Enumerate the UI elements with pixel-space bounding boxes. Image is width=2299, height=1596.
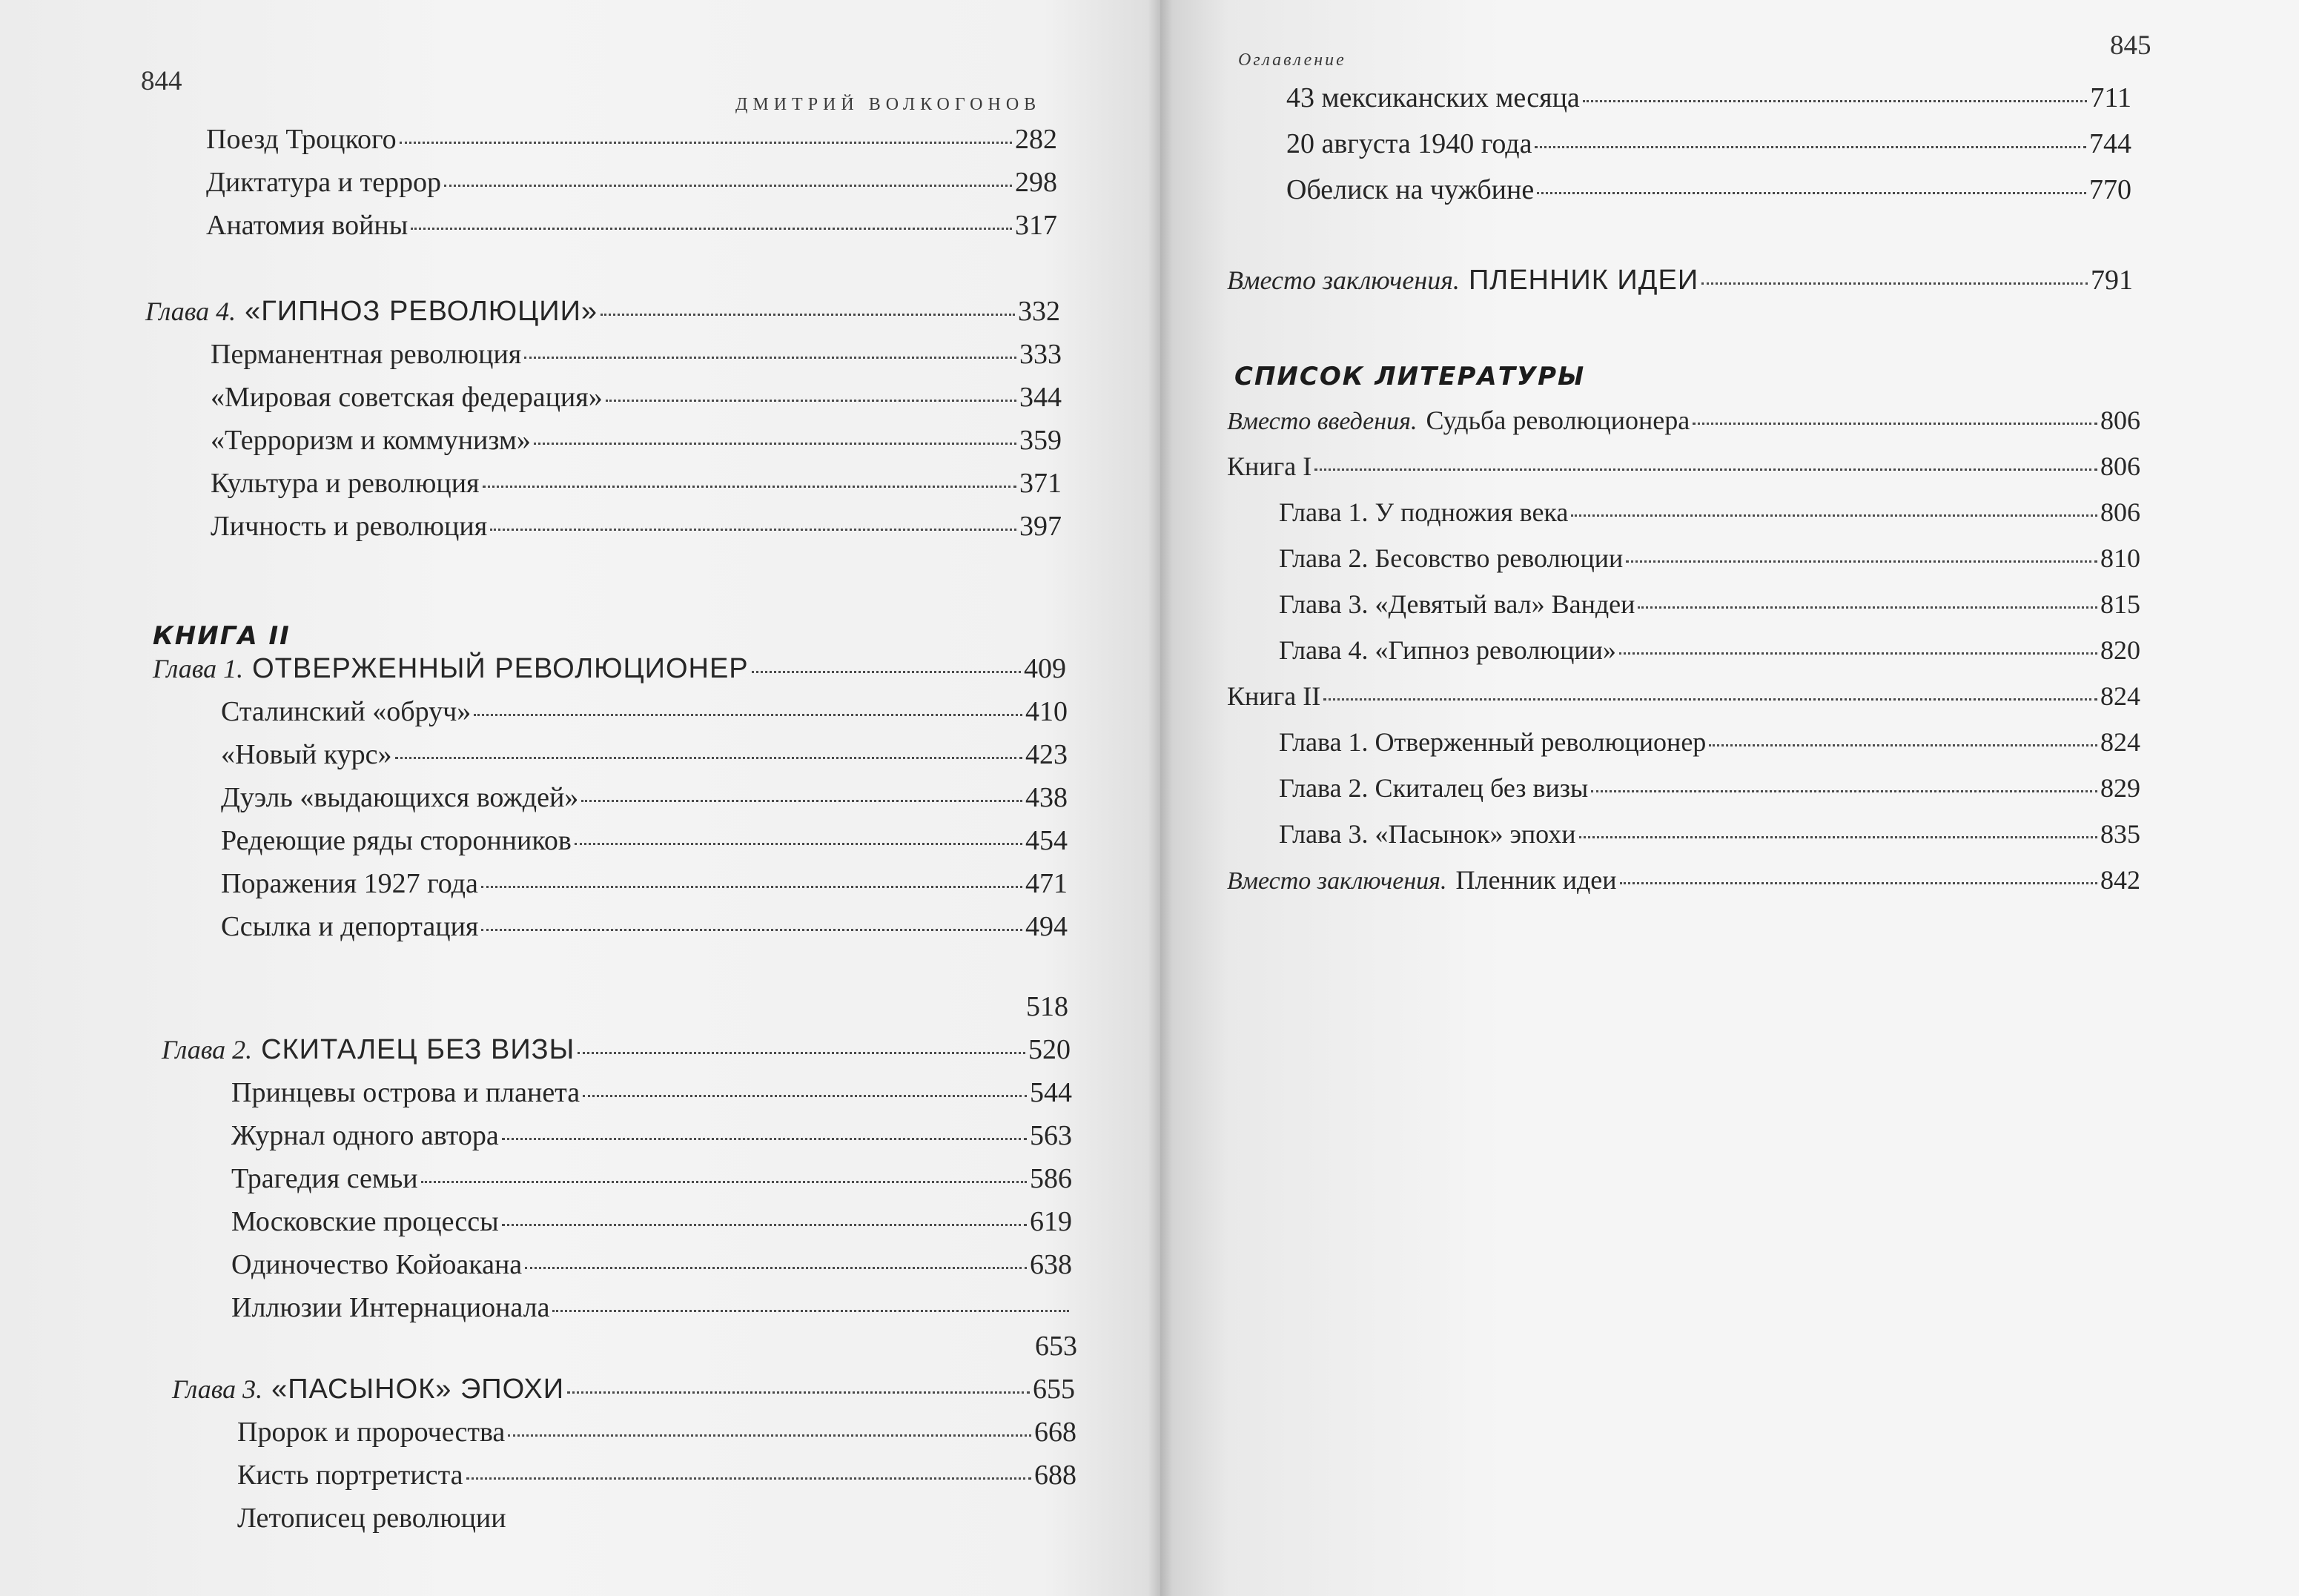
toc-entry-title: Летописец революции bbox=[237, 1503, 506, 1534]
entry-title: Книга I bbox=[1227, 451, 1312, 481]
toc-entry-page: 744 bbox=[2089, 128, 2131, 159]
toc-entry-page: 454 bbox=[1025, 825, 1068, 856]
toc-entry-page: 563 bbox=[1030, 1120, 1072, 1151]
toc-entry[interactable] bbox=[211, 381, 1062, 420]
bibliography-entry[interactable] bbox=[1279, 589, 2140, 627]
dot-leader bbox=[578, 1052, 1025, 1054]
bibliography-entry[interactable] bbox=[1279, 497, 2140, 535]
dot-leader bbox=[474, 714, 1022, 716]
orphan-page-number: 518 bbox=[1026, 991, 1068, 1022]
toc-entry-title: Сталинский «обруч» bbox=[221, 696, 472, 727]
entry-title: Глава 4. «Гипноз революции» bbox=[1279, 635, 1616, 665]
entry-page: 842 bbox=[2100, 865, 2140, 895]
conclusion-prefix: Вместо заключения. bbox=[1227, 265, 1460, 295]
dot-leader bbox=[411, 228, 1012, 230]
chapter-title: «ГИПНОЗ РЕВОЛЮЦИИ» bbox=[245, 296, 598, 327]
toc-entry-title: Трагедия семьи bbox=[231, 1163, 418, 1194]
chapter-entry[interactable] bbox=[153, 652, 1066, 691]
dot-leader bbox=[466, 1477, 1031, 1480]
toc-entry-title: Ссылка и депортация bbox=[221, 911, 479, 942]
toc-entry[interactable] bbox=[1286, 82, 2131, 120]
toc-entry-page: 438 bbox=[1025, 782, 1068, 813]
toc-entry-title: 20 августа 1940 года bbox=[1286, 128, 1532, 159]
dot-leader bbox=[601, 314, 1015, 316]
toc-entry[interactable] bbox=[211, 510, 1062, 549]
entry-page: 806 bbox=[2100, 405, 2140, 435]
toc-entry-title: Анатомия войны bbox=[206, 210, 408, 241]
dot-leader bbox=[1583, 100, 2088, 102]
toc-entry-title: «Новый курс» bbox=[221, 739, 392, 770]
dot-leader bbox=[1571, 514, 2097, 517]
dot-leader bbox=[583, 1095, 1027, 1097]
book-2-heading: КНИГА II bbox=[153, 621, 291, 651]
dot-leader bbox=[524, 357, 1016, 359]
orphan-page-number: 653 bbox=[1035, 1331, 1077, 1362]
toc-entry-title: Поезд Троцкого bbox=[206, 124, 397, 155]
entry-title: Книга II bbox=[1227, 681, 1321, 711]
entry-page: 835 bbox=[2100, 819, 2140, 849]
toc-entry-page: 688 bbox=[1034, 1460, 1076, 1491]
dot-leader bbox=[1591, 790, 2097, 792]
dot-leader bbox=[481, 886, 1022, 888]
entry-title: Глава 2. Скиталец без визы bbox=[1279, 773, 1589, 803]
dot-leader bbox=[508, 1434, 1031, 1437]
bibliography-entry[interactable] bbox=[1227, 405, 2140, 443]
chapter-prefix: Глава 1. bbox=[153, 654, 244, 683]
dot-leader bbox=[444, 185, 1012, 187]
dot-leader bbox=[567, 1391, 1030, 1394]
toc-entry[interactable] bbox=[231, 1248, 1072, 1287]
chapter-prefix: Глава 2. bbox=[162, 1035, 253, 1064]
toc-entry[interactable] bbox=[211, 467, 1062, 506]
entry-prefix: Вместо заключения. bbox=[1227, 867, 1447, 895]
dot-leader bbox=[525, 1267, 1027, 1269]
toc-entry-page: 423 bbox=[1025, 739, 1068, 770]
dot-leader bbox=[534, 443, 1016, 445]
entry-title: Глава 1. Отверженный революционер bbox=[1279, 727, 1707, 757]
toc-entry-page: 344 bbox=[1019, 382, 1062, 413]
toc-entry-title: 43 мексиканских месяца bbox=[1286, 82, 1580, 113]
left-page-number: 844 bbox=[141, 66, 182, 96]
toc-entry-title: Пророк и пророчества bbox=[237, 1417, 506, 1448]
bibliography-entry[interactable] bbox=[1279, 772, 2140, 811]
toc-entry[interactable] bbox=[237, 1502, 1076, 1540]
bibliography-entry[interactable] bbox=[1279, 726, 2140, 765]
dot-leader bbox=[575, 843, 1022, 845]
dot-leader bbox=[481, 929, 1022, 931]
toc-entry[interactable] bbox=[231, 1119, 1072, 1158]
chapter-prefix: Глава 4. bbox=[145, 297, 236, 326]
toc-entry-page: 711 bbox=[2090, 82, 2131, 113]
entry-title: Глава 3. «Девятый вал» Вандеи bbox=[1279, 589, 1635, 619]
bibliography-entry[interactable] bbox=[1227, 451, 2140, 489]
dot-leader bbox=[502, 1224, 1027, 1226]
book-gutter-shadow bbox=[1148, 0, 1173, 1596]
entry-page: 824 bbox=[2100, 681, 2140, 711]
toc-entry-title: Одиночество Койоакана bbox=[231, 1249, 523, 1280]
toc-entry[interactable] bbox=[221, 824, 1068, 863]
toc-entry-page: 770 bbox=[2089, 174, 2131, 205]
dot-leader bbox=[1626, 560, 2097, 563]
conclusion-page: 791 bbox=[2091, 265, 2133, 296]
dot-leader bbox=[1709, 744, 2097, 746]
entry-title: Судьба революционера bbox=[1426, 405, 1690, 435]
dot-leader bbox=[1701, 282, 2088, 285]
dot-leader bbox=[1693, 423, 2097, 425]
toc-entry-page: 333 bbox=[1019, 339, 1062, 370]
right-page-number: 845 bbox=[2110, 30, 2151, 61]
bibliography-entry[interactable] bbox=[1279, 635, 2140, 673]
conclusion-title: ПЛЕННИК ИДЕИ bbox=[1468, 265, 1699, 296]
toc-entry[interactable] bbox=[211, 424, 1062, 463]
dot-leader bbox=[1619, 652, 2097, 655]
entry-page: 806 bbox=[2100, 497, 2140, 527]
right-page bbox=[1160, 0, 2299, 1596]
dot-leader bbox=[490, 529, 1016, 531]
toc-entry-title: Обелиск на чужбине bbox=[1286, 174, 1535, 205]
toc-entry-title: Журнал одного автора bbox=[231, 1120, 499, 1151]
toc-entry-page: 397 bbox=[1019, 511, 1062, 542]
toc-entry-title: Перманентная революция bbox=[211, 339, 522, 370]
dot-leader bbox=[606, 400, 1016, 402]
chapter-page: 409 bbox=[1024, 653, 1066, 684]
toc-entry[interactable] bbox=[221, 738, 1068, 777]
dot-leader bbox=[752, 671, 1021, 673]
dot-leader bbox=[1323, 698, 2097, 701]
entry-page: 810 bbox=[2100, 543, 2140, 573]
toc-entry[interactable] bbox=[221, 867, 1068, 906]
dot-leader bbox=[1537, 192, 2086, 194]
entry-page: 820 bbox=[2100, 635, 2140, 665]
toc-entry[interactable] bbox=[231, 1162, 1072, 1201]
toc-entry[interactable] bbox=[221, 695, 1068, 734]
chapter-title: «ПАСЫНОК» ЭПОХИ bbox=[271, 1374, 565, 1405]
dot-leader bbox=[421, 1181, 1027, 1183]
entry-page: 806 bbox=[2100, 451, 2140, 481]
toc-entry-page: 638 bbox=[1030, 1249, 1072, 1280]
toc-entry[interactable] bbox=[206, 123, 1057, 162]
toc-entry-title: Редеющие ряды сторонников bbox=[221, 825, 572, 856]
toc-entry-title: «Терроризм и коммунизм» bbox=[211, 425, 531, 456]
bibliography-entry[interactable] bbox=[1227, 864, 2140, 903]
chapter-entry[interactable] bbox=[145, 295, 1060, 334]
bibliography-heading: СПИСОК ЛИТЕРАТУРЫ bbox=[1234, 362, 1586, 391]
toc-entry[interactable] bbox=[231, 1205, 1072, 1244]
chapter-title: ОТВЕРЖЕННЫЙ РЕВОЛЮЦИОНЕР bbox=[252, 653, 749, 684]
dot-leader bbox=[581, 800, 1022, 802]
toc-entry-title: Иллюзии Интернационала bbox=[231, 1292, 550, 1323]
dot-leader bbox=[1535, 146, 2086, 148]
entry-prefix: Вместо введения. bbox=[1227, 408, 1418, 435]
toc-entry[interactable] bbox=[221, 781, 1068, 820]
bibliography-entry[interactable] bbox=[1279, 543, 2140, 581]
toc-entry[interactable] bbox=[231, 1076, 1072, 1115]
toc-entry-title: «Мировая советская федерация» bbox=[211, 382, 603, 413]
chapter-prefix: Глава 3. bbox=[172, 1374, 263, 1404]
toc-entry[interactable] bbox=[221, 910, 1068, 949]
toc-entry-page: 471 bbox=[1025, 868, 1068, 899]
toc-entry-page: 494 bbox=[1025, 911, 1068, 942]
chapter-title: СКИТАЛЕЦ БЕЗ ВИЗЫ bbox=[261, 1034, 575, 1065]
toc-entry-title: Московские процессы bbox=[231, 1206, 499, 1237]
entry-page: 815 bbox=[2100, 589, 2140, 619]
toc-entry[interactable] bbox=[237, 1459, 1076, 1497]
bibliography-entry[interactable] bbox=[1279, 818, 2140, 857]
toc-entry[interactable] bbox=[237, 1416, 1076, 1454]
chapter-entry[interactable] bbox=[162, 1033, 1071, 1072]
dot-leader bbox=[395, 757, 1022, 759]
dot-leader bbox=[483, 486, 1016, 488]
toc-entry[interactable] bbox=[231, 1291, 1072, 1330]
dot-leader bbox=[1314, 468, 2097, 471]
toc-entry-page: 410 bbox=[1025, 696, 1068, 727]
toc-entry-page: 586 bbox=[1030, 1163, 1072, 1194]
chapter-entry[interactable] bbox=[172, 1373, 1075, 1411]
toc-entry[interactable] bbox=[206, 166, 1057, 205]
entry-title: Глава 1. У подножия века bbox=[1279, 497, 1569, 527]
chapter-page: 332 bbox=[1018, 296, 1060, 327]
chapter-page: 655 bbox=[1033, 1374, 1075, 1405]
toc-entry-title: Поражения 1927 года bbox=[221, 868, 478, 899]
toc-entry-title: Диктатура и террор bbox=[206, 167, 441, 198]
toc-entry-page: 282 bbox=[1015, 124, 1057, 155]
entry-title: Глава 2. Бесовство революции bbox=[1279, 543, 1624, 573]
entry-title: Пленник идеи bbox=[1455, 865, 1617, 895]
toc-entry-page: 359 bbox=[1019, 425, 1062, 456]
toc-entry-page: 298 bbox=[1015, 167, 1057, 198]
entry-title: Глава 3. «Пасынок» эпохи bbox=[1279, 819, 1576, 849]
toc-entry-title: Культура и революция bbox=[211, 468, 480, 499]
toc-entry-title: Дуэль «выдающихся вождей» bbox=[221, 782, 579, 813]
entry-page: 829 bbox=[2100, 773, 2140, 803]
toc-entry-page: 619 bbox=[1030, 1206, 1072, 1237]
dot-leader bbox=[400, 142, 1012, 144]
toc-entry[interactable] bbox=[1286, 173, 2131, 212]
toc-entry-page: 317 bbox=[1015, 210, 1057, 241]
bibliography-entry[interactable] bbox=[1227, 681, 2140, 719]
toc-entry-page: 371 bbox=[1019, 468, 1062, 499]
dot-leader bbox=[1620, 882, 2097, 884]
conclusion-entry[interactable] bbox=[1227, 264, 2133, 302]
left-running-head: ДМИТРИЙ ВОЛКОГОНОВ bbox=[735, 95, 1042, 114]
dot-leader bbox=[502, 1138, 1027, 1140]
entry-page: 824 bbox=[2100, 727, 2140, 757]
toc-entry[interactable] bbox=[1286, 128, 2131, 166]
dot-leader bbox=[1579, 836, 2097, 838]
toc-entry-title: Принцевы острова и планета bbox=[231, 1077, 580, 1108]
toc-entry-title: Личность и революция bbox=[211, 511, 488, 542]
right-running-head: Оглавление bbox=[1238, 50, 1346, 70]
chapter-page: 520 bbox=[1028, 1034, 1071, 1065]
toc-entry[interactable] bbox=[211, 338, 1062, 377]
dot-leader bbox=[552, 1310, 1069, 1312]
dot-leader bbox=[1638, 606, 2097, 609]
toc-entry-page: 668 bbox=[1034, 1417, 1076, 1448]
toc-entry-page: 544 bbox=[1030, 1077, 1072, 1108]
toc-entry[interactable] bbox=[206, 209, 1057, 248]
toc-entry-title: Кисть портретиста bbox=[237, 1460, 463, 1491]
